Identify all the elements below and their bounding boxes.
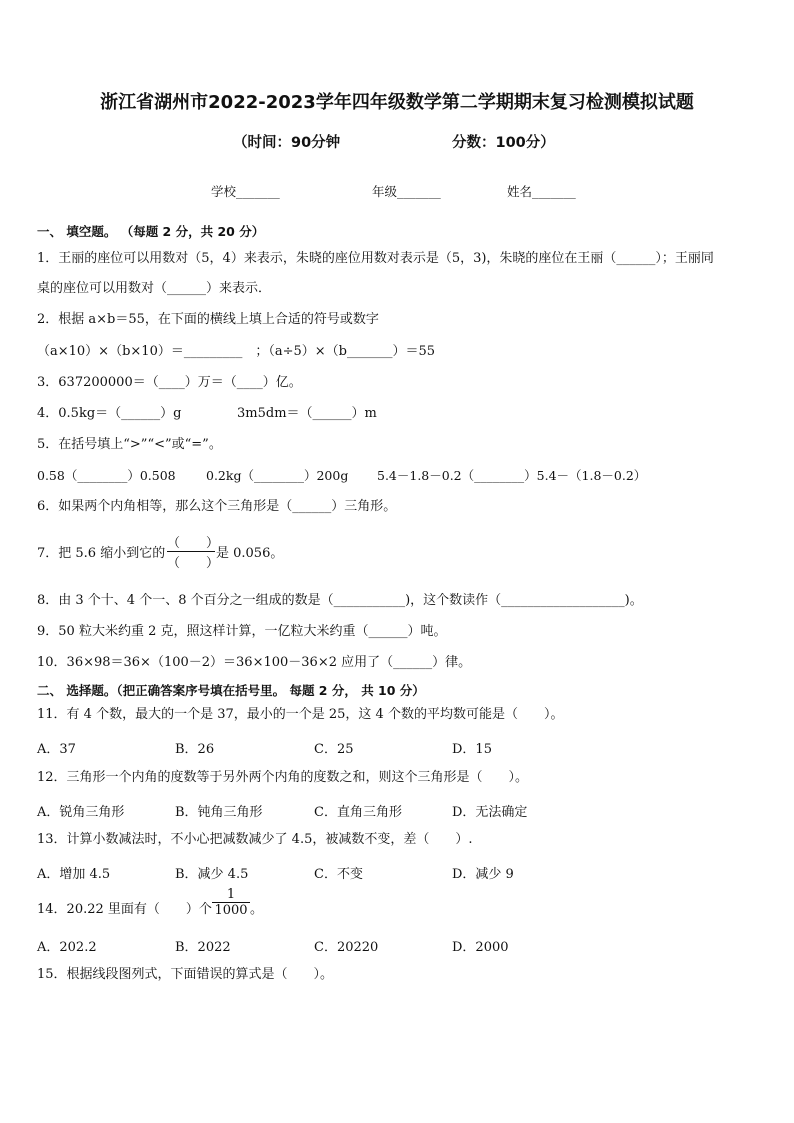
question-1-line1: 1．王丽的座位可以用数对（5，4）来表示，朱晓的座位用数对表示是（5，3)，朱晓的座位在王丽（______）；王丽同 — [37, 251, 714, 266]
section-choice-heading: 二、 选择题。（把正确答案序号填在括号里。 每题 2 分， 共 10 分） — [37, 683, 425, 698]
school-field: 学校_______ — [211, 184, 280, 199]
question-14-numerator: 1 — [226, 887, 236, 902]
question-14-prefix: 14．20.22 里面有（ ）个 — [37, 902, 212, 917]
question-13-option-c: C．不变 — [314, 867, 363, 882]
exam-score: 分数：100分） — [452, 135, 555, 151]
question-7-prefix: 7．把 5.6 缩小到它的 — [37, 546, 166, 561]
question-14-suffix: 。 — [250, 902, 264, 917]
question-5a: 0.58（________）0.508 — [37, 468, 176, 483]
question-13: 13．计算小数减法时，不小心把减数减少了 4.5，被减数不变，差（ ）. — [37, 832, 473, 847]
question-2-line1: 2．根据 a×b＝55，在下面的横线上填上合适的符号或数字 — [37, 312, 379, 327]
question-7-suffix: 是 0.056。 — [216, 546, 284, 561]
question-12-option-a: A．锐角三角形 — [37, 805, 125, 820]
question-4b: 3m5dm＝（______）m — [237, 406, 377, 421]
question-14-option-b: B．2022 — [175, 940, 231, 955]
question-12-option-c: C．直角三角形 — [314, 805, 402, 820]
question-14-option-a: A．202.2 — [37, 940, 97, 955]
question-11-option-d: D．15 — [452, 742, 492, 757]
question-9: 9．50 粒大米约重 2 克，照这样计算，一亿粒大米约重（______）吨。 — [37, 624, 447, 639]
question-5c: 5.4－1.8－0.2（________）5.4－（1.8－0.2） — [377, 468, 647, 483]
name-field: 姓名_______ — [507, 184, 576, 199]
question-14-fraction — [212, 887, 250, 918]
grade-field: 年级_______ — [372, 184, 441, 199]
question-5b: 0.2kg（________）200g — [206, 468, 349, 483]
question-3: 3．637200000＝（____）万＝（____）亿。 — [37, 375, 302, 390]
section-fill-heading: 一、 填空题。 （每题 2 分，共 20 分） — [37, 224, 265, 239]
question-1-line2: 桌的座位可以用数对（______）来表示． — [37, 281, 272, 296]
question-12-option-d: D．无法确定 — [452, 805, 528, 820]
question-7-fraction — [167, 532, 220, 571]
question-14-option-c: C．20220 — [314, 940, 379, 955]
page-title: 浙江省湖州市2022-2023学年四年级数学第二学期期末复习检测模拟试题 — [100, 92, 694, 113]
question-8: 8．由 3 个十、4 个一、8 个百分之一组成的数是（___________)，这个数读作（___________________)。 — [37, 593, 643, 608]
question-7-numerator: （ ） — [167, 536, 220, 551]
question-13-option-a: A．增加 4.5 — [37, 867, 111, 882]
exam-time: （时间：90分钟 — [233, 135, 341, 151]
question-4a: 4．0.5kg＝（______）g — [37, 406, 182, 421]
question-5-line1: 5．在括号填上“>”“<”或“=”。 — [37, 437, 222, 452]
question-10: 10．36×98＝36×（100－2）＝36×100－36×2 应用了（______）律。 — [37, 655, 472, 670]
question-6: 6．如果两个内角相等，那么这个三角形是（______）三角形。 — [37, 499, 397, 514]
question-15: 15．根据线段图列式，下面错误的算式是（ ）。 — [37, 967, 334, 982]
question-11-option-c: C．25 — [314, 742, 354, 757]
question-14-denominator: 1000 — [214, 903, 248, 918]
question-12-option-b: B．钝角三角形 — [175, 805, 263, 820]
question-12: 12．三角形一个内角的度数等于另外两个内角的度数之和，则这个三角形是（ ）。 — [37, 770, 529, 785]
question-11-option-a: A．37 — [37, 742, 76, 757]
question-13-option-d: D．减少 9 — [452, 867, 514, 882]
question-11: 11．有 4 个数，最大的一个是 37，最小的一个是 25，这 4 个数的平均数可能是（ ）。 — [37, 707, 564, 722]
question-7-denominator: （ ） — [167, 556, 220, 571]
question-11-option-b: B．26 — [175, 742, 215, 757]
question-13-option-b: B．减少 4.5 — [175, 867, 249, 882]
question-2-line2: （a×10）×（b×10）＝_________ ；（a÷5）×（b_______）＝55 — [37, 344, 436, 359]
question-14-option-d: D．2000 — [452, 940, 509, 955]
